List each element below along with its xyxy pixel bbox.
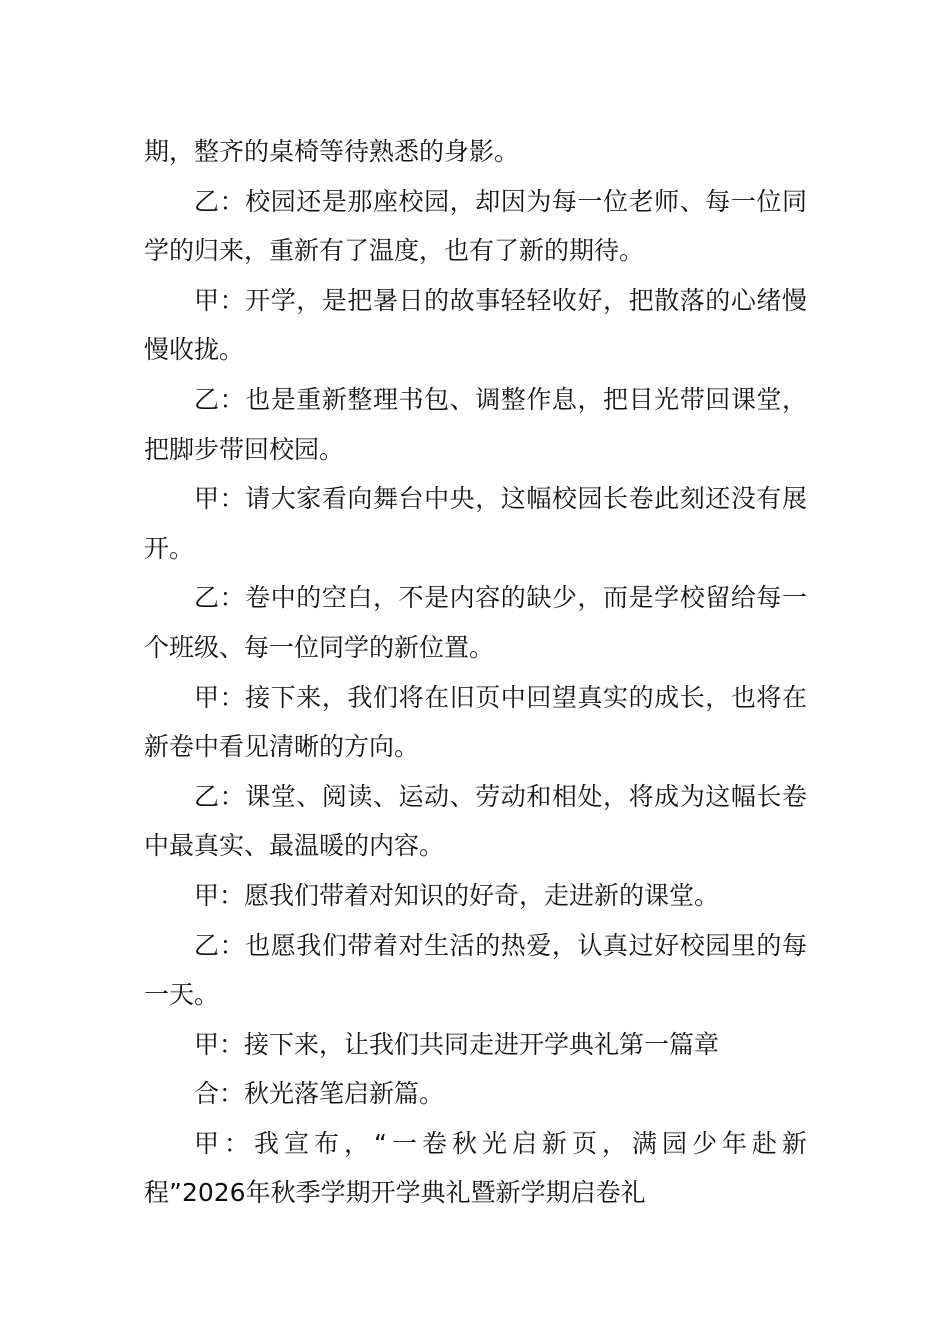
dialogue-line-jia: 甲：接下来，我们将在旧页中回望真实的成长，也将在新卷中看见清晰的方向。 <box>144 682 807 762</box>
dialogue-line-yi: 乙：课堂、阅读、运动、劳动和相处，将成为这幅长卷中最真实、最温暖的内容。 <box>144 781 807 861</box>
dialogue-line-together: 合：秋光落笔启新篇。 <box>194 1079 445 1109</box>
dialogue-line-yi: 乙：也是重新整理书包、调整作息，把目光带回课堂，把脚步带回校园。 <box>144 384 807 464</box>
dialogue-line-jia: 甲：接下来，让我们共同走进开学典礼第一篇章 <box>194 1029 720 1059</box>
dialogue-line-jia: 甲：我宣布，“一卷秋光启新页，满园少年赴新程”2026年秋季学期开学典礼暨新学期启卷礼 <box>144 1128 807 1208</box>
document-body <box>144 127 807 1218</box>
dialogue-line-jia: 甲：请大家看向舞台中央，这幅校园长卷此刻还没有展开。 <box>144 484 807 563</box>
paragraph-continuation: 期，整齐的桌椅等待熟悉的身影。 <box>144 137 520 166</box>
dialogue-line-jia: 甲：愿我们带着对知识的好奇，走进新的课堂。 <box>194 880 720 910</box>
dialogue-line-yi: 乙：校园还是那座校园，却因为每一位老师、每一位同学的归来，重新有了温度，也有了新的期待。 <box>144 186 807 266</box>
dialogue-line-jia: 甲：开学，是把暑日的故事轻轻收好，把散落的心绪慢慢收拢。 <box>144 285 807 365</box>
dialogue-line-yi: 乙：也愿我们带着对生活的热爱，认真过好校园里的每一天。 <box>144 930 807 1010</box>
dialogue-line-yi: 乙：卷中的空白，不是内容的缺少，而是学校留给每一个班级、每一位同学的新位置。 <box>144 583 807 662</box>
